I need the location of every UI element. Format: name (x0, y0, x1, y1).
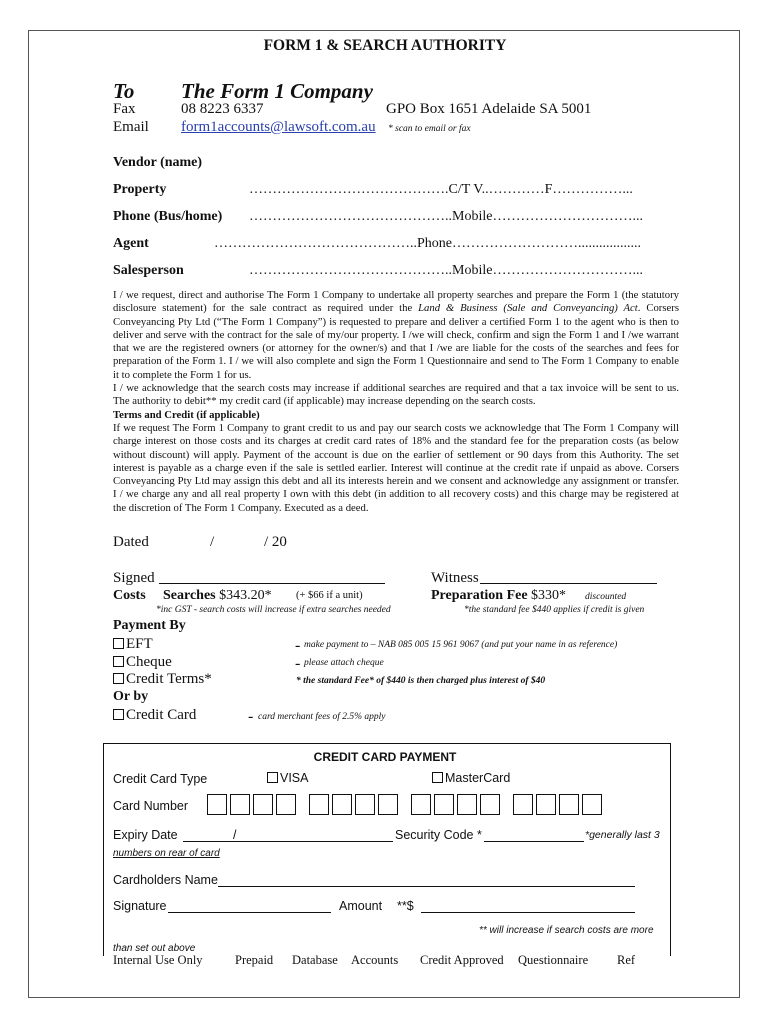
signature-label: Signature (113, 899, 167, 913)
credit-terms-option[interactable] (113, 671, 212, 688)
vendor-label: Vendor (name) (113, 155, 203, 170)
cc-title: CREDIT CARD PAYMENT (313, 750, 457, 764)
cheque-checkbox[interactable] (113, 656, 124, 667)
costs-label: Costs (113, 588, 146, 603)
expiry-label: Expiry Date (113, 828, 178, 842)
eft-label: EFT (126, 636, 153, 652)
fax-number: 08 8223 6337 (181, 101, 264, 117)
internal-col-accounts: Accounts (351, 953, 399, 967)
cheque-dash: - (295, 655, 301, 672)
salesperson-field[interactable]: ……………………………………..Mobile…………………………... (249, 263, 643, 278)
digit-box[interactable] (230, 794, 250, 815)
digit-box[interactable] (378, 794, 398, 815)
credit-card-checkbox[interactable] (113, 709, 124, 720)
increase-note: ** will increase if search costs are more (479, 925, 654, 936)
dated-sep-1: / (210, 534, 215, 550)
internal-use-label: Internal Use Only (113, 953, 203, 967)
cheque-note: please attach cheque (304, 658, 384, 668)
digit-box[interactable] (411, 794, 431, 815)
visa-option[interactable] (267, 771, 309, 785)
security-code-line[interactable] (484, 829, 584, 842)
digit-box[interactable] (253, 794, 273, 815)
mastercard-label: MasterCard (445, 771, 511, 785)
fax-label: Fax (113, 101, 136, 117)
prep-note: *the standard fee $440 applies if credit is given (464, 605, 645, 615)
credit-card-note: card merchant fees of 2.5% apply (258, 712, 386, 722)
signed-line[interactable] (159, 571, 385, 584)
digit-box[interactable] (559, 794, 579, 815)
card-number-group-4 (513, 794, 605, 820)
eft-checkbox[interactable] (113, 638, 124, 649)
phone-label: Phone (Bus/home) (113, 209, 223, 224)
amount-prefix: **$ (397, 899, 414, 913)
signature-line[interactable] (168, 900, 331, 913)
expiry-sep: / (233, 828, 237, 842)
internal-col-database: Database (292, 953, 338, 967)
searches-note: *inc GST - search costs will increase if extra searches needed (156, 605, 391, 615)
visa-label: VISA (280, 771, 309, 785)
internal-col-questionnaire: Questionnaire (518, 953, 589, 967)
cc-type-label: Credit Card Type (113, 772, 208, 786)
security-note-2: numbers on rear of card (113, 848, 220, 859)
amount-line[interactable] (421, 900, 635, 913)
internal-col-ref: Ref (617, 953, 636, 967)
card-number-group-2 (309, 794, 401, 820)
digit-box[interactable] (434, 794, 454, 815)
terms-paragraph: If we request The Form 1 Company to grant credit to us and pay our search costs we acknowledge that The Form 1 Company will charge interest on those costs and its charges at credit card rates of 18% and the standard fee for the preparation costs (as below without discount) will apply. Payment of the account is due on the earlier of settlement or 90 days from this Authority. The set interest is payable as a charge even if the sale is settled earlier. Interest will continue at the credit rate if unpaid as above. Corsers Conveyancing Pty Ltd may assign this debt and all its interests herein and we consent and acknowledge any assignment or transfer. I / we charge any and all real property I own with this debt (in addition to all recovery costs) and this charge may be registered at the discretion of The Form 1 Company. Executed as a deed. (113, 421, 679, 514)
email-note: * scan to email or fax (388, 124, 471, 134)
authority-paragraph-1b: . Corsers Conveyancing Pty Ltd (“The Form 1 Company”) is requested to prepare and deliver a certified Form 1 to the agent who is then to deliver and serve with the contract for the sale of my/our property. I /we will check, confirm and sign the Form 1 and I /we warrant that we are the registered owners (or attorney for the owner/s) and that I /we are liable for the costs of the searches and fees for preparation of the Form 1. I / we will also complete and sign the Form 1 Questionnaire and send to The Form 1 Company to enable it to complete the Form 1 for us. (113, 302, 679, 381)
dated-label: Dated (113, 534, 149, 550)
authority-text (113, 289, 679, 515)
visa-checkbox[interactable] (267, 772, 278, 783)
credit-terms-note: * the standard Fee* of $440 is then charged plus interest of $40 (296, 676, 546, 686)
to-label: To (113, 79, 135, 103)
increase-note-2: than set out above (113, 943, 196, 954)
digit-box[interactable] (355, 794, 375, 815)
credit-card-option[interactable] (113, 707, 196, 724)
cheque-label: Cheque (126, 654, 172, 670)
terms-heading: Terms and Credit (if applicable) (113, 408, 260, 421)
internal-col-credit-approved: Credit Approved (420, 953, 504, 967)
prep-label: Preparation Fee (431, 588, 528, 603)
searches-value: $343.20* (219, 588, 272, 603)
cardholder-label: Cardholders Name (113, 873, 218, 887)
email-label: Email (113, 119, 149, 135)
postal-address: GPO Box 1651 Adelaide SA 5001 (386, 101, 592, 117)
witness-line[interactable] (480, 571, 657, 584)
prep-discount: discounted (585, 592, 627, 602)
prep-fee (431, 588, 566, 604)
digit-box[interactable] (582, 794, 602, 815)
signed-label: Signed (113, 570, 155, 586)
security-note-text: generally last 3 (589, 829, 660, 841)
digit-box[interactable] (480, 794, 500, 815)
digit-box[interactable] (309, 794, 329, 815)
digit-box[interactable] (276, 794, 296, 815)
card-number-label: Card Number (113, 799, 189, 813)
mastercard-checkbox[interactable] (432, 772, 443, 783)
eft-dash: - (295, 637, 301, 654)
digit-box[interactable] (332, 794, 352, 815)
page-title: FORM 1 & SEARCH AUTHORITY (263, 37, 507, 54)
digit-box[interactable] (457, 794, 477, 815)
authority-paragraph-2: I / we acknowledge that the search costs may increase if additional searches are required and that a tax invoice will be sent to us. The authority to debit** my credit card (if applicable) may increase depending on the search costs. (113, 382, 679, 408)
company-name: The Form 1 Company (181, 79, 373, 103)
expiry-line[interactable] (183, 829, 393, 842)
security-note: *generally last 3 (585, 829, 660, 841)
searches-cost (163, 588, 272, 604)
credit-terms-label: Credit Terms* (126, 671, 212, 687)
unit-note: (+ $66 if a unit) (296, 590, 363, 601)
property-field[interactable]: …………………………………….C/T V..…………F……………... (249, 182, 633, 197)
agent-field[interactable]: ……………………………………..Phone……………………….................. (214, 236, 641, 251)
digit-box[interactable] (536, 794, 556, 815)
salesperson-label: Salesperson (113, 263, 184, 278)
internal-col-prepaid: Prepaid (235, 953, 274, 967)
witness-label: Witness (431, 570, 479, 586)
mastercard-option[interactable] (432, 771, 510, 785)
agent-label: Agent (113, 236, 149, 251)
amount-label: Amount (339, 899, 383, 913)
card-number-boxes[interactable] (207, 794, 615, 820)
or-by-label: Or by (113, 689, 149, 704)
card-number-group-1 (207, 794, 299, 820)
credit-card-label: Credit Card (126, 707, 197, 723)
eft-option[interactable] (113, 636, 153, 653)
digit-box[interactable] (513, 794, 533, 815)
payment-heading: Payment By (113, 618, 186, 633)
cheque-option[interactable] (113, 654, 172, 671)
property-label: Property (113, 182, 167, 197)
email-link[interactable]: form1accounts@lawsoft.com.au (181, 119, 376, 135)
phone-field[interactable]: ……………………………………..Mobile…………………………... (249, 209, 643, 224)
searches-label: Searches (163, 588, 216, 603)
security-code-label: Security Code * (395, 828, 482, 842)
act-name: Land & Business (Sale and Conveyancing) Act (418, 302, 638, 315)
credit-terms-checkbox[interactable] (113, 673, 124, 684)
card-number-group-3 (411, 794, 503, 820)
dated-sep-2: / 20 (264, 534, 287, 550)
prep-value: $330* (531, 588, 567, 603)
credit-card-dash: - (248, 708, 254, 725)
eft-note: make payment to – NAB 085 005 15 961 9067 (and put your name in as reference) (304, 640, 618, 650)
cardholder-line[interactable] (218, 874, 635, 887)
authority-paragraph-1a: I / we request, direct and authorise The Form 1 Company to undertake all property searches and prepare the Form 1 (the statutory disclosure statement) for the sale contract as required under the (113, 289, 679, 315)
digit-box[interactable] (207, 794, 227, 815)
